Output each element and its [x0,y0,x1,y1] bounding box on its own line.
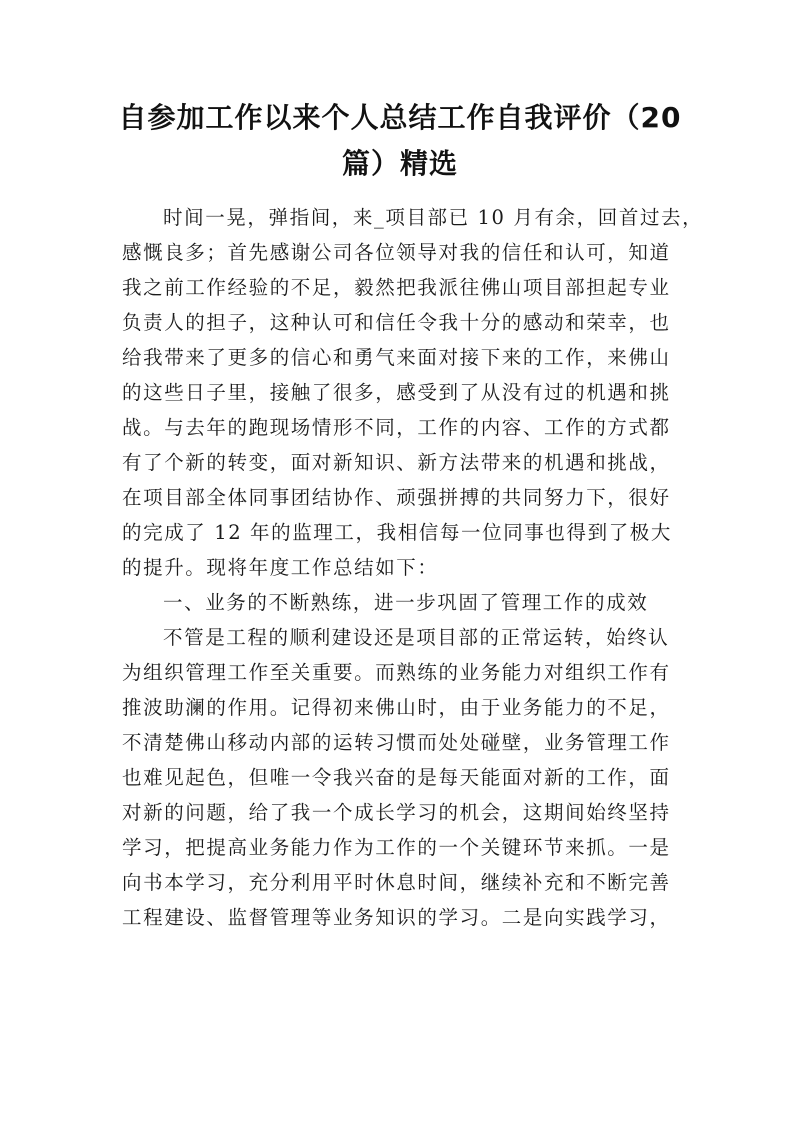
body-line-4: 负责人的担子，这种认可和信任令我十分的感动和荣幸，也 [122,311,671,334]
body-line-18: 对新的问题，给了我一个成长学习的机会，这期间始终坚持 [122,801,671,824]
body-line-15: 推波助澜的作用。记得初来佛山时，由于业务能力的不足， [122,696,671,719]
body-line-8: 有了个新的转变，面对新知识、新方法带来的机遇和挑战， [122,451,671,474]
body-line-21: 工程建设、监督管理等业务知识的学习。二是向实践学习， [122,906,671,929]
body-line-16: 不清楚佛山移动内部的运转习惯而处处碰壁，业务管理工作 [122,731,671,754]
body-line-20: 向书本学习，充分利用平时休息时间，继续补充和不断完善 [122,871,671,894]
title-line-1: 自参加工作以来个人总结工作自我评价（20 [118,101,682,134]
document-body [122,200,704,935]
body-line-1: 时间一晃，弹指间，来_项目部已 10 月有余，回首过去， [163,206,704,229]
body-line-14: 为组织管理工作至关重要。而熟练的业务能力对组织工作有 [122,661,671,684]
body-line-13: 不管是工程的顺利建设还是项目部的正常运转，始终认 [163,626,670,649]
section-heading: 一、业务的不断熟练，进一步巩固了管理工作的成效 [163,591,649,614]
body-line-3: 我之前工作经验的不足，毅然把我派往佛山项目部担起专业 [122,276,671,299]
body-line-5: 给我带来了更多的信心和勇气来面对接下来的工作，来佛山 [122,346,671,369]
body-line-19: 学习，把提高业务能力作为工作的一个关键环节来抓。一是 [122,836,671,859]
body-line-10: 的完成了 12 年的监理工，我相信每一位同事也得到了极大 [122,521,673,544]
title-line-2: 篇）精选 [341,147,458,180]
body-line-6: 的这些日子里，接触了很多，感受到了从没有过的机遇和挑 [122,381,671,404]
body-line-11: 的提升。现将年度工作总结如下： [122,556,439,579]
body-line-17: 也难见起色，但唯一令我兴奋的是每天能面对新的工作，面 [122,766,671,789]
body-line-2: 感慨良多；首先感谢公司各位领导对我的信任和认可，知道 [122,241,671,264]
document-title [110,95,690,187]
body-line-9: 在项目部全体同事团结协作、顽强拼搏的共同努力下，很好 [122,486,671,509]
body-line-7: 战。与去年的跑现场情形不同，工作的内容、工作的方式都 [122,416,671,439]
